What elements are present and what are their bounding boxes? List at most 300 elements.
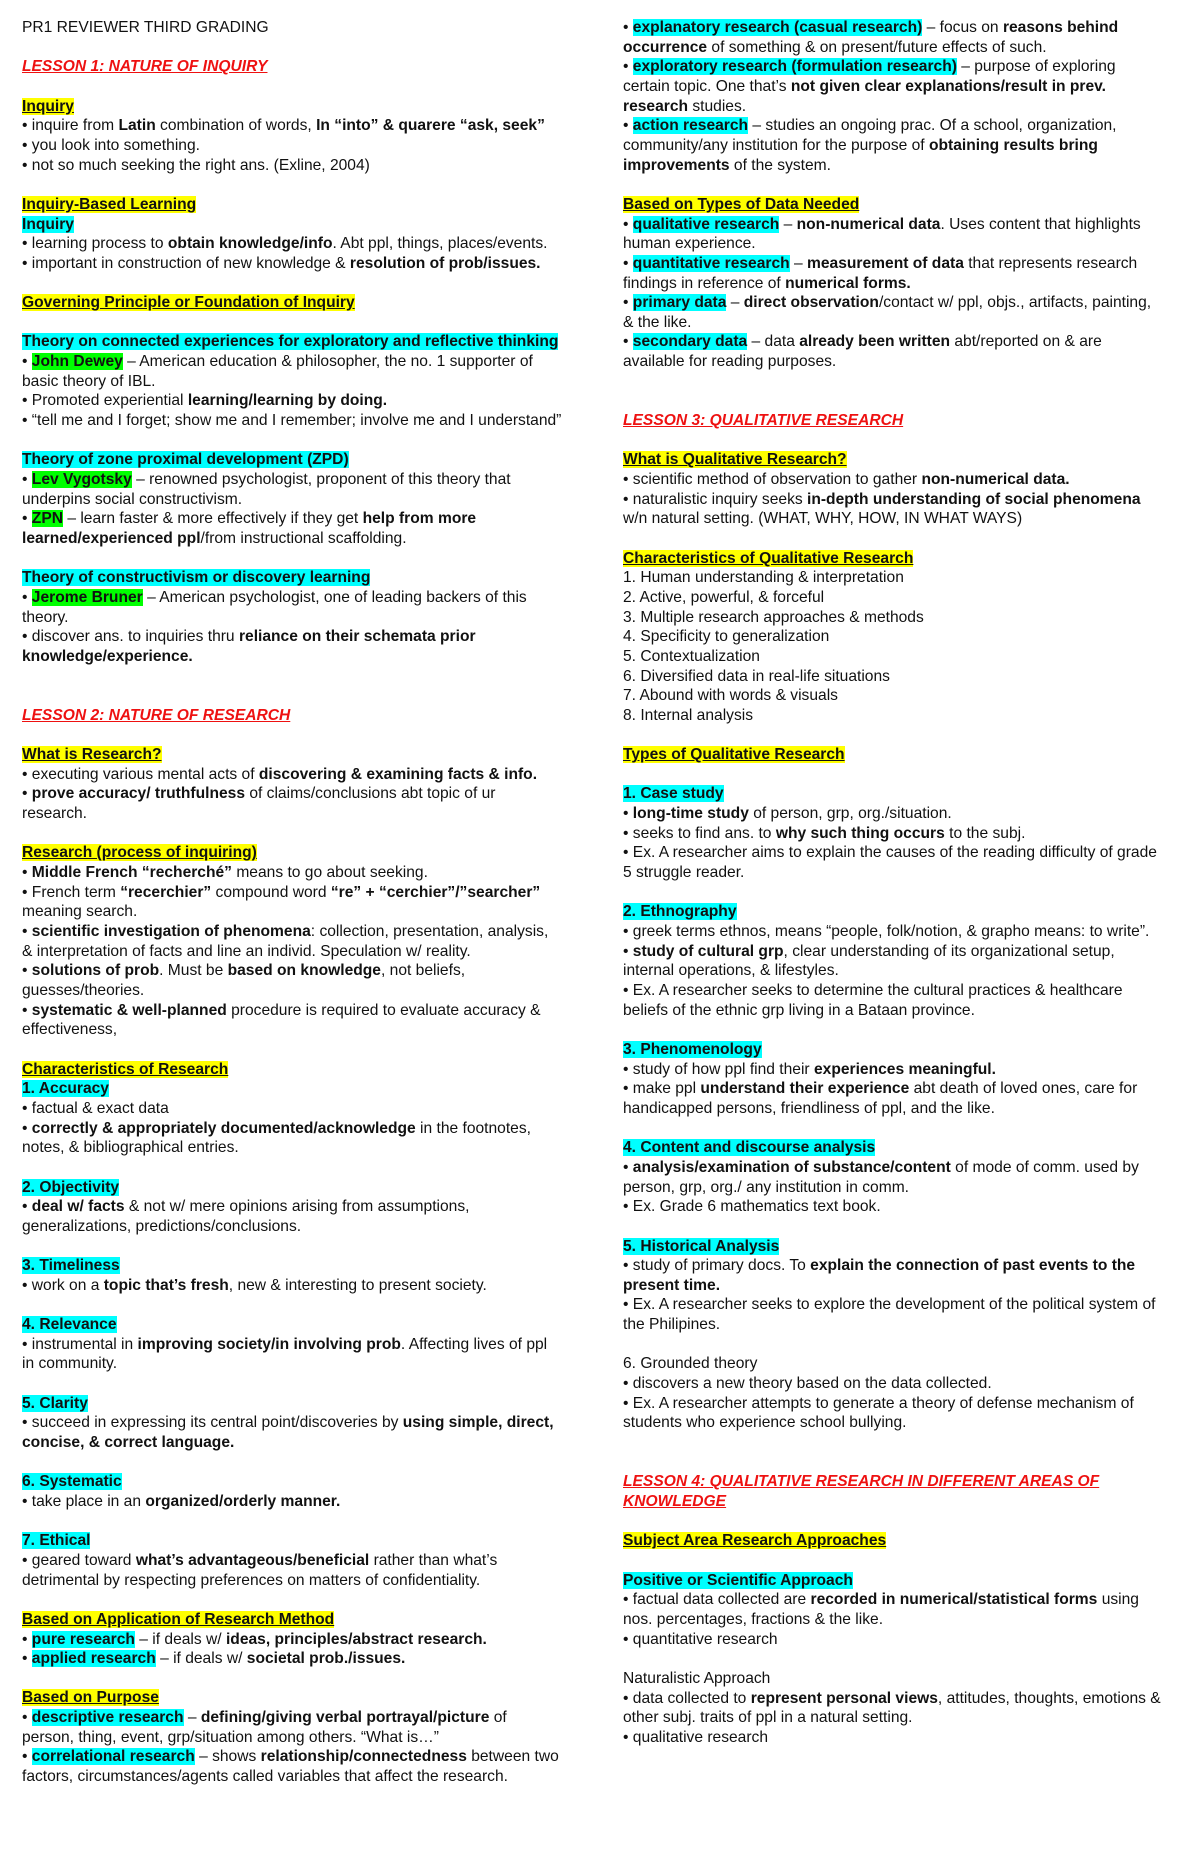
bold-text: numerical forms. [785, 274, 911, 292]
text-line [623, 18, 1178, 38]
text-line [623, 509, 1178, 529]
spacer [22, 1453, 572, 1473]
text: certain topic. One that’s [623, 77, 791, 95]
name-highlight: John Dewey [31, 353, 123, 371]
text-line [22, 293, 572, 313]
text: • [22, 962, 32, 980]
spacer [623, 529, 1178, 549]
text: • [22, 1650, 32, 1668]
bold-text: not given clear explanations/result in prev. [790, 77, 1107, 95]
topic-highlight: Theory of zone proximal development (ZPD) [22, 451, 349, 469]
text-line [22, 372, 572, 392]
text-line [623, 1689, 1178, 1709]
text-line [22, 1099, 572, 1119]
text: • make ppl [623, 1080, 701, 1098]
text: • [22, 510, 32, 528]
text: , not beliefs, [380, 962, 466, 980]
text-line [623, 745, 1178, 765]
text: • Ex. A researcher seeks to explore the development of the political system of [623, 1296, 1156, 1314]
text-line [22, 254, 572, 274]
section-heading: Based on Types of Data Needed [623, 195, 860, 213]
text-line [623, 1178, 1178, 1198]
text-line [22, 1551, 572, 1571]
text-line [22, 1001, 572, 1021]
spacer [623, 1217, 1178, 1237]
text: 2. Active, powerful, & forceful [623, 588, 825, 606]
text: of the system. [729, 156, 831, 174]
bold-text: experiences meaningful. [813, 1060, 996, 1078]
topic-highlight: 5. Clarity [22, 1394, 88, 1412]
bold-text: relationship/connectedness [260, 1748, 467, 1766]
text-line [623, 1040, 1178, 1060]
text-line [623, 1276, 1178, 1296]
bold-text: improvements [623, 156, 730, 174]
text-line [623, 352, 1178, 372]
text: 7. Abound with words & visuals [623, 687, 838, 705]
text-line [22, 332, 572, 352]
bold-text: non-numerical data. [921, 471, 1070, 489]
text: • scientific method of observation to gather [623, 471, 922, 489]
text: of claims/conclusions abt topic of ur [245, 785, 496, 803]
text-line [623, 902, 1178, 922]
text: – [726, 294, 744, 312]
text-line [623, 627, 1178, 647]
text-line [623, 332, 1178, 352]
section-heading: Inquiry-Based Learning [22, 195, 197, 213]
text-line [22, 1276, 572, 1296]
text-line [22, 1335, 572, 1355]
text-line [623, 843, 1178, 863]
topic-highlight: 1. Case study [623, 785, 724, 803]
section-heading: Characteristics of Research [22, 1060, 229, 1078]
text-line [22, 1571, 572, 1591]
text-line [22, 1531, 572, 1551]
text: • [22, 785, 32, 803]
text-line [623, 1708, 1178, 1728]
text: procedure is required to evaluate accuracy & [226, 1001, 541, 1019]
bold-text: research [623, 97, 689, 115]
lesson-heading-line [623, 411, 1178, 431]
lesson-heading: LESSON 4: QUALITATIVE RESEARCH IN DIFFERENT AREAS OF [623, 1473, 1100, 1491]
text-line [623, 1571, 1178, 1591]
text: guesses/theories. [22, 981, 145, 999]
text: means to go about seeking. [231, 864, 428, 882]
text: in community. [22, 1355, 118, 1373]
lesson-heading: KNOWLEDGE [623, 1493, 727, 1510]
text: • instrumental in [22, 1335, 138, 1353]
bold-text: learning/learning by doing. [187, 392, 388, 410]
bold-text: defining/giving verbal portrayal/picture [200, 1709, 490, 1727]
text-line [623, 293, 1178, 313]
text: human experience. [623, 235, 756, 253]
text: findings in reference of [623, 274, 786, 292]
text-line [22, 883, 572, 903]
bold-text: based on knowledge [227, 962, 381, 980]
spacer [623, 1433, 1178, 1453]
text: • [22, 1119, 32, 1137]
spacer [623, 883, 1178, 903]
lesson-heading: LESSON 2: NATURE OF RESEARCH [22, 706, 291, 724]
right-column-content [623, 18, 1178, 1747]
right-column [623, 18, 1178, 1747]
text-line [22, 804, 572, 824]
text: 8. Internal analysis [623, 706, 754, 724]
text: • inquire from [22, 117, 119, 135]
text: generalizations, predictions/conclusions. [22, 1217, 302, 1235]
spacer [22, 1374, 572, 1394]
text-line [623, 1590, 1178, 1610]
text: • [22, 923, 32, 941]
text: /contact w/ ppl, objs., artifacts, painting, [878, 294, 1152, 312]
text: students who experience school bullying. [623, 1414, 907, 1432]
bold-text: scientific investigation of phenomena [31, 923, 311, 941]
text: • [22, 864, 32, 882]
text: to the subj. [944, 824, 1026, 842]
text: – learn faster & more effectively if they get [62, 510, 363, 528]
text: • important in construction of new knowledge & [22, 254, 350, 272]
section-heading: What is Research? [22, 746, 162, 764]
text: person, thing, event, grp/situation among others. “What is…” [22, 1728, 439, 1746]
text-line [22, 1688, 572, 1708]
topic-highlight: exploratory research (formulation research) [632, 58, 957, 76]
section-heading: Subject Area Research Approaches [623, 1532, 887, 1550]
bold-text: concise, & correct language. [22, 1434, 235, 1451]
bold-text: using simple, direct, [402, 1414, 554, 1432]
topic-highlight: primary data [632, 294, 727, 312]
spacer [623, 1512, 1178, 1532]
text: • learning process to [22, 235, 168, 253]
text-line [623, 647, 1178, 667]
section-heading: What is Qualitative Research? [623, 451, 847, 469]
text-line [623, 1630, 1178, 1650]
bold-text: reasons behind [1002, 19, 1119, 36]
text: 1. Human understanding & interpretation [623, 569, 904, 587]
bold-text: why such thing occurs [775, 824, 945, 842]
text: of mode of comm. used by [950, 1158, 1139, 1176]
text: • take place in an [22, 1492, 146, 1510]
topic-highlight: Inquiry [22, 215, 74, 233]
text: • French term [22, 883, 121, 901]
spacer [22, 1158, 572, 1178]
text-line [623, 1079, 1178, 1099]
spacer [22, 824, 572, 844]
text: & not w/ mere opinions arising from assumptions, [124, 1198, 470, 1216]
text: • [623, 1158, 633, 1176]
topic-highlight: 5. Historical Analysis [623, 1237, 780, 1255]
bold-text: what’s advantageous/beneficial [135, 1551, 370, 1569]
spacer [22, 1236, 572, 1256]
text-line [623, 667, 1178, 687]
topic-highlight: 2. Ethnography [623, 903, 737, 921]
text: • not so much seeking the right ans. (Exline, 2004) [22, 156, 370, 174]
bold-text: explain the connection of past events to the [810, 1257, 1136, 1275]
bold-text: learned/experienced ppl [22, 529, 201, 547]
bold-text: in-depth understanding of social phenomena [807, 490, 1141, 508]
text: that represents research [963, 254, 1138, 272]
topic-highlight: 4. Relevance [22, 1316, 117, 1334]
text-line [623, 1099, 1178, 1119]
text: w/n natural setting. (WHAT, WHY, HOW, IN WHAT WAYS) [623, 510, 1023, 528]
text: – [779, 215, 797, 233]
topic-highlight: 2. Objectivity [22, 1178, 120, 1196]
text-line [22, 961, 572, 981]
text-line [22, 1178, 572, 1198]
topic-highlight: 1. Accuracy [22, 1080, 109, 1098]
text-line [623, 195, 1178, 215]
text-line [22, 1020, 572, 1040]
spacer [22, 1669, 572, 1689]
text: • seeks to find ans. to [623, 824, 776, 842]
text-line [22, 1630, 572, 1650]
text: community/any institution for the purpose of [623, 136, 929, 154]
topic-highlight: 3. Timeliness [22, 1257, 120, 1275]
text: basic theory of IBL. [22, 372, 156, 390]
spacer [22, 725, 572, 745]
text-line [623, 313, 1178, 333]
bold-text: already been written [799, 333, 951, 351]
bold-text: deal w/ facts [31, 1198, 125, 1216]
text: • Ex. A researcher attempts to generate a theory of defense mechanism of [623, 1394, 1134, 1412]
text-line [22, 1394, 572, 1414]
bold-text: resolution of prob/issues. [349, 254, 541, 272]
text: rather than what’s [369, 1551, 498, 1569]
text-line [22, 509, 572, 529]
text: • Promoted experiential [22, 392, 188, 410]
spacer [22, 38, 572, 58]
text: – renowned psychologist, proponent of this theory that [131, 471, 511, 488]
section-heading: Characteristics of Qualitative Research [623, 549, 914, 567]
bold-text: study of cultural grp [632, 942, 784, 960]
text: 4. Specificity to generalization [623, 628, 830, 646]
text-line [22, 1708, 572, 1728]
text-line [623, 254, 1178, 274]
topic-highlight: qualitative research [632, 215, 780, 233]
text-line [22, 195, 572, 215]
left-column [22, 18, 572, 1787]
text-line [22, 1256, 572, 1276]
bold-text: In “into” & quarere “ask, seek” [316, 117, 545, 135]
text-line [22, 1728, 572, 1748]
text: & the like. [623, 313, 692, 331]
text: • [22, 353, 32, 371]
text-line [623, 1610, 1178, 1630]
lesson-heading: LESSON 1: NATURE OF INQUIRY [22, 58, 268, 76]
text: • [22, 471, 32, 488]
text: • factual & exact data [22, 1099, 169, 1117]
text-line [623, 1060, 1178, 1080]
text: • you look into something. [22, 136, 200, 154]
text: – data [747, 333, 800, 351]
text-line [22, 1217, 572, 1237]
text: • discover ans. to inquiries thru [22, 628, 239, 646]
bold-text: obtaining results bring [928, 136, 1098, 154]
text: • Ex. A researcher aims to explain the causes of the reading difficulty of grade [623, 844, 1157, 862]
text-line [623, 38, 1178, 58]
text-line [22, 1747, 572, 1767]
text: between two [466, 1748, 559, 1766]
text: handicapped persons, friendliness of ppl, and the like. [623, 1099, 995, 1117]
text-line [623, 1394, 1178, 1414]
text: • [623, 942, 633, 960]
text-line [623, 1237, 1178, 1257]
text: • qualitative research [623, 1728, 769, 1746]
spacer [623, 431, 1178, 451]
text-line [22, 843, 572, 863]
text-line [22, 1315, 572, 1335]
text-line [623, 1158, 1178, 1178]
bold-text: organized/orderly manner. [145, 1492, 341, 1510]
text: • data collected to [623, 1689, 751, 1707]
spacer [623, 175, 1178, 195]
document-title: PR1 REVIEWER THIRD GRADING [22, 19, 269, 36]
spacer [22, 549, 572, 569]
bold-text: long-time study [632, 805, 749, 823]
text: • [22, 1748, 32, 1766]
text: & interpretation of facts and line an individ. Speculation w/ reality. [22, 942, 471, 960]
section-heading: Governing Principle or Foundation of Inquiry [22, 294, 355, 312]
text-line [22, 1472, 572, 1492]
text: factors, circumstances/agents called variables that affect the research. [22, 1768, 508, 1786]
text-line [623, 1354, 1178, 1374]
text-line [623, 922, 1178, 942]
spacer [623, 1453, 1178, 1473]
text-line [623, 1001, 1178, 1021]
text-line [22, 1492, 572, 1512]
text: , new & interesting to present society. [228, 1276, 487, 1294]
bold-text: systematic & well-planned [31, 1001, 227, 1019]
topic-highlight: pure research [31, 1630, 135, 1648]
text: . Abt ppl, things, places/events. [332, 235, 548, 253]
text-line [623, 804, 1178, 824]
text: • Ex. Grade 6 mathematics text book. [623, 1198, 881, 1216]
text-line [623, 981, 1178, 1001]
text: 3. Multiple research approaches & methods [623, 608, 924, 626]
topic-highlight: correlational research [31, 1748, 195, 1766]
text-line [22, 215, 572, 235]
text: • Ex. A researcher seeks to determine the cultural practices & healthcare [623, 982, 1123, 1000]
text-line [623, 1197, 1178, 1217]
text: • [623, 215, 633, 233]
text-line [623, 1728, 1178, 1748]
text-line [22, 1767, 572, 1787]
text: • work on a [22, 1276, 104, 1294]
text: – if deals w/ [134, 1630, 226, 1648]
text: • geared toward [22, 1551, 136, 1569]
text: studies. [688, 97, 747, 115]
spacer [623, 1551, 1178, 1571]
bold-text: present time. [623, 1276, 721, 1294]
text-line [623, 588, 1178, 608]
lesson-heading-line [22, 706, 572, 726]
text: • greek terms ethnos, means “people, folk/notion, & grapho means: to write”. [623, 923, 1150, 941]
spacer [623, 372, 1178, 392]
text: . Uses content that highlights [940, 215, 1141, 233]
text: detrimental by respecting preferences on matters of confidentiality. [22, 1571, 481, 1589]
text-line [22, 1354, 572, 1374]
text-line [623, 824, 1178, 844]
text-line [22, 490, 572, 510]
topic-highlight: Theory of constructivism or discovery learning [22, 569, 371, 587]
text-line [22, 1197, 572, 1217]
text: nos. percentages, fractions & the like. [623, 1610, 884, 1628]
bold-text: non-numerical data [796, 215, 941, 233]
text: • “tell me and I forget; show me and I remember; involve me and I understand” [22, 412, 562, 430]
spacer [22, 313, 572, 333]
text-line [623, 274, 1178, 294]
topic-highlight: 4. Content and discourse analysis [623, 1139, 876, 1157]
bold-text: occurrence [623, 38, 708, 56]
text: . Must be [159, 962, 228, 980]
text: • [22, 1198, 32, 1216]
lesson-heading-line [623, 1472, 1178, 1492]
topic-highlight: applied research [31, 1650, 156, 1668]
topic-highlight: descriptive research [31, 1709, 184, 1727]
section-heading: Types of Qualitative Research [623, 746, 845, 764]
text-line [623, 215, 1178, 235]
text-line [623, 961, 1178, 981]
text: – studies an ongoing prac. Of a school, organization, [748, 117, 1117, 135]
text: • [623, 117, 633, 135]
text: of person, grp, org./situation. [748, 805, 952, 823]
topic-highlight: 3. Phenomenology [623, 1040, 762, 1058]
topic-highlight: quantitative research [632, 254, 790, 272]
lesson-heading: LESSON 3: QUALITATIVE RESEARCH [623, 412, 904, 430]
bold-text: ideas, principles/abstract research. [225, 1630, 487, 1648]
text-line [623, 1374, 1178, 1394]
lesson-heading-line [22, 57, 572, 77]
text-line [22, 156, 572, 176]
text: internal operations, & lifestyles. [623, 962, 839, 980]
section-heading: Based on Purpose [22, 1689, 159, 1707]
text: available for reading purposes. [623, 353, 837, 371]
text-line [22, 1060, 572, 1080]
text-line [623, 568, 1178, 588]
spacer [623, 1335, 1178, 1355]
text-line [623, 77, 1178, 97]
text-line [22, 568, 572, 588]
text-line [22, 588, 572, 608]
text-line [623, 942, 1178, 962]
text-line [623, 1531, 1178, 1551]
text-line [623, 1315, 1178, 1335]
text: research. [22, 805, 88, 823]
text-line [22, 411, 572, 431]
text-line [623, 706, 1178, 726]
text-line [22, 1138, 572, 1158]
text-line [22, 765, 572, 785]
bold-text: Middle French “recherché” [31, 864, 232, 882]
text: : collection, presentation, analysis, [310, 923, 549, 941]
name-highlight: Jerome Bruner [31, 588, 143, 606]
spacer [623, 726, 1178, 746]
bold-text: solutions of prob [31, 962, 160, 980]
text: underpins social constructivism. [22, 490, 243, 508]
text: the Philipines. [623, 1316, 721, 1334]
text: • [623, 333, 633, 351]
spacer [22, 273, 572, 293]
text: – if deals w/ [155, 1650, 247, 1668]
text-line [22, 97, 572, 117]
text-line [22, 863, 572, 883]
spacer [623, 1119, 1178, 1139]
text-line [22, 136, 572, 156]
spacer [22, 1040, 572, 1060]
text: of something & on present/future effects of such. [707, 38, 1047, 56]
text: person, grp, org./ any institution in comm. [623, 1178, 910, 1196]
text-line [22, 234, 572, 254]
topic-highlight: explanatory research (casual research) [632, 19, 923, 36]
text-line [623, 1138, 1178, 1158]
